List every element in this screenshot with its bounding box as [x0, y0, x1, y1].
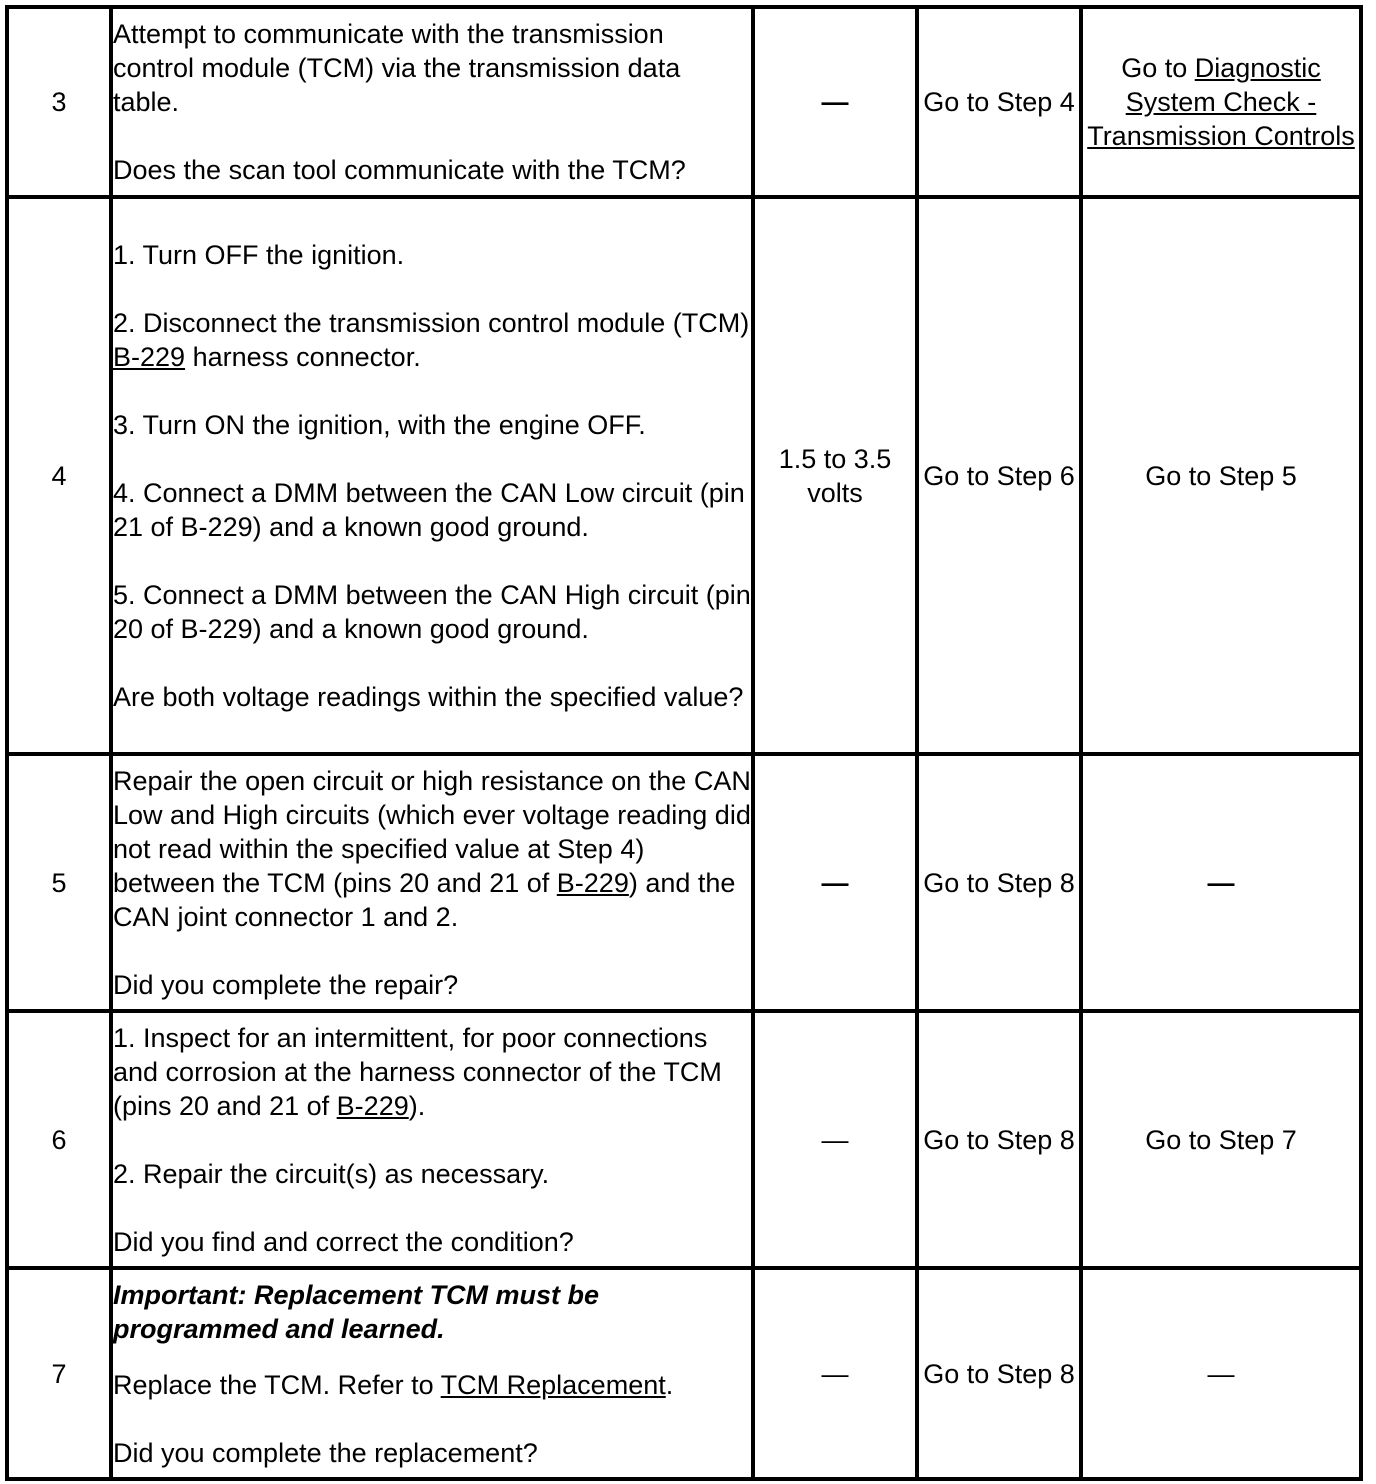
action-question: Did you complete the repair? — [113, 969, 459, 1000]
yes-cell: Go to Step 6 — [917, 197, 1081, 754]
table-row-step-3 — [7, 7, 1361, 197]
no-cell: — — [1081, 1268, 1361, 1479]
diagnostic-table — [5, 5, 1363, 1481]
action-cell — [111, 1011, 753, 1268]
table-row-step-6 — [7, 1011, 1361, 1268]
step-number: 6 — [7, 1011, 111, 1268]
action-text: Attempt to communicate with the transmission control module (TCM) via the transmission data table. — [113, 19, 681, 117]
important-note: Important: Replacement TCM must be programmed and learned. — [113, 1279, 600, 1344]
no-prefix: Go to — [1121, 53, 1195, 83]
table-row-step-4 — [7, 197, 1361, 754]
table-row-step-7 — [7, 1268, 1361, 1479]
yes-cell: Go to Step 8 — [917, 754, 1081, 1011]
action-cell — [111, 754, 753, 1011]
action-question: Did you complete the replacement? — [113, 1437, 538, 1468]
action-cell — [111, 197, 753, 754]
yes-cell: Go to Step 4 — [917, 7, 1081, 197]
yes-cell: Go to Step 8 — [917, 1011, 1081, 1268]
value-cell: — — [753, 1268, 917, 1479]
value-cell: — — [753, 7, 917, 197]
no-cell: Go to Step 7 — [1081, 1011, 1361, 1268]
action-question: Did you find and correct the condition? — [113, 1226, 574, 1257]
no-cell — [1081, 7, 1361, 197]
action-question: Are both voltage readings within the specified value? — [113, 681, 744, 712]
link-diagnostic-system-check[interactable]: Diagnostic System Check - Transmission Controls — [1087, 53, 1355, 151]
yes-cell: Go to Step 8 — [917, 1268, 1081, 1479]
link-b-229[interactable]: B-229 — [336, 1090, 409, 1121]
link-tcm-replacement[interactable]: TCM Replacement — [440, 1369, 666, 1400]
action-cell — [111, 1268, 753, 1479]
action-step-2: 2. Disconnect the transmission control module (TCM) B-229 harness connector. — [113, 307, 750, 372]
action-step-3: 3. Turn ON the ignition, with the engine OFF. — [113, 409, 646, 440]
step-number: 7 — [7, 1268, 111, 1479]
action-text: Replace the TCM. Refer to TCM Replacement. — [113, 1369, 674, 1400]
step-number: 3 — [7, 7, 111, 197]
no-cell: — — [1081, 754, 1361, 1011]
link-b-229[interactable]: B-229 — [113, 341, 186, 372]
no-cell: Go to Step 5 — [1081, 197, 1361, 754]
value-cell: — — [753, 1011, 917, 1268]
action-step-5: 5. Connect a DMM between the CAN High circuit (pin 20 of B-229) and a known good ground. — [113, 579, 751, 644]
action-text: Repair the open circuit or high resistance on the CAN Low and High circuits (which ever voltage reading did not read within the specified value at Step 4) between the TCM (pins 20 and 21 of B-229) and the CAN joint connector 1 and 2. — [113, 765, 751, 932]
action-step-1: 1. Turn OFF the ignition. — [113, 239, 405, 270]
step-number: 5 — [7, 754, 111, 1011]
action-step-4: 4. Connect a DMM between the CAN Low circuit (pin 21 of B-229) and a known good ground. — [113, 477, 745, 542]
table-row-step-5 — [7, 754, 1361, 1011]
action-step-1: 1. Inspect for an intermittent, for poor connections and corrosion at the harness connector of the TCM (pins 20 and 21 of B-229). — [113, 1022, 722, 1121]
action-question: Does the scan tool communicate with the TCM? — [113, 155, 686, 185]
link-b-229[interactable]: B-229 — [556, 867, 629, 898]
action-cell — [111, 7, 753, 197]
value-cell: — — [753, 754, 917, 1011]
step-number: 4 — [7, 197, 111, 754]
action-step-2: 2. Repair the circuit(s) as necessary. — [113, 1158, 550, 1189]
value-cell: 1.5 to 3.5 volts — [753, 197, 917, 754]
